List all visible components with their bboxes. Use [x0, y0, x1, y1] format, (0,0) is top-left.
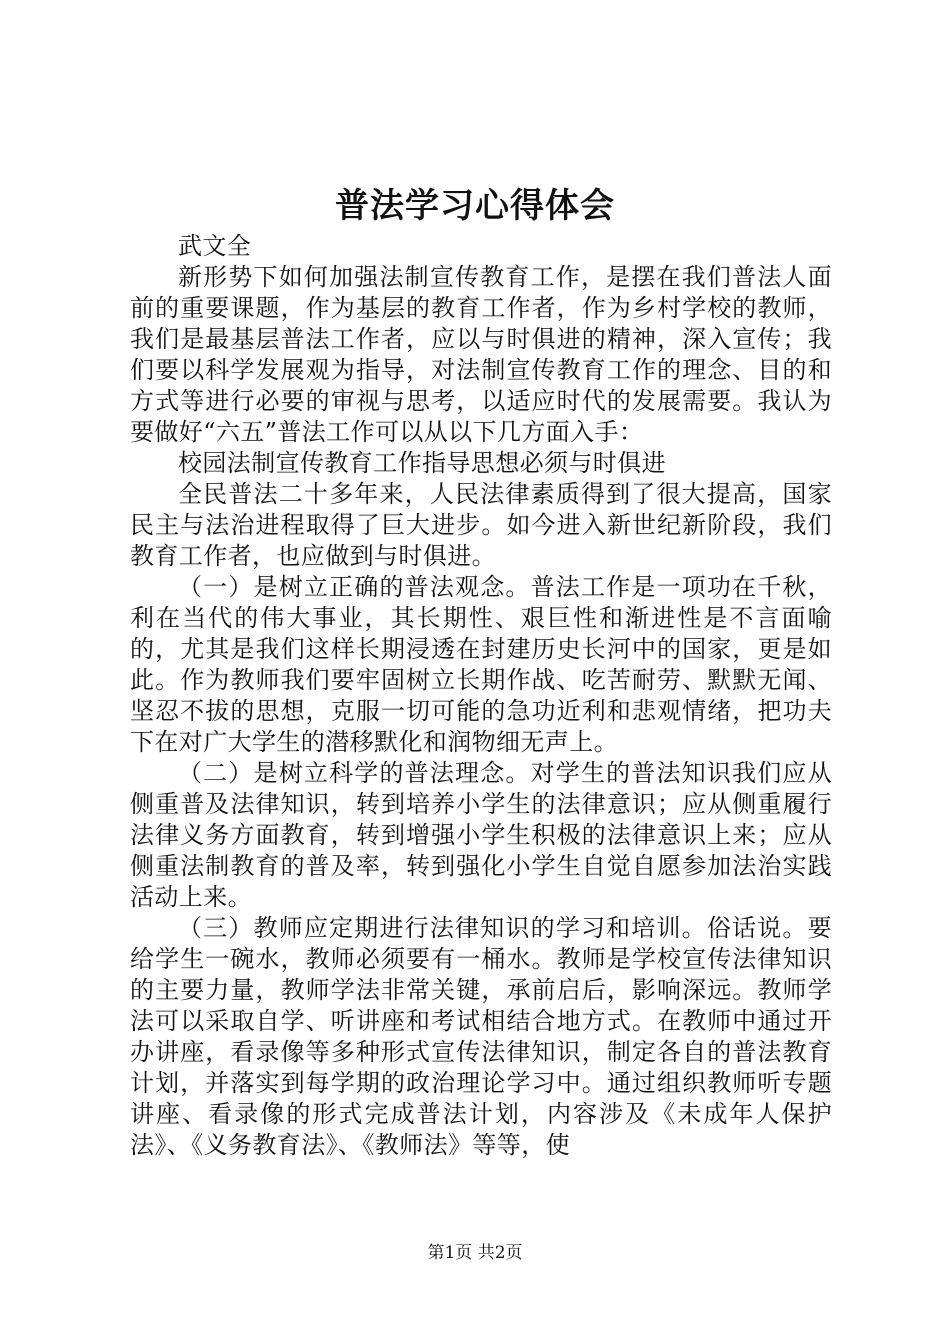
paragraph-2: 全民普法二十多年来，人民法律素质得到了很大提高，国家民主与法治进程取得了巨大进步。如今进入新世纪新阶段，我们教育工作者，也应做到与时俱进。: [130, 480, 832, 570]
document-body: [130, 231, 832, 1161]
page-number-footer: 第1页 共2页: [427, 1243, 523, 1263]
document-title: 普法学习心得体会: [335, 186, 615, 226]
paragraph-heading: 校园法制宣传教育工作指导思想必须与时俱进: [178, 449, 666, 477]
paragraph-3: （一）是树立正确的普法观念。普法工作是一项功在千秋，利在当代的伟大事业，其长期性、艰巨性和渐进性是不言面喻的，尤其是我们这样长期浸透在封建历史长河中的国家，更是如此。作为教师我们要牢固树立长期作战、吃苦耐劳、默默无闻、坚忍不拔的思想，克服一切可能的急功近利和悲观情绪，把功夫下在对广大学生的潜移默化和润物细无声上。: [130, 573, 832, 756]
paragraph-4: （二）是树立科学的普法理念。对学生的普法知识我们应从侧重普及法律知识，转到培养小学生的法律意识；应从侧重履行法律义务方面教育，转到增强小学生积极的法律意识上来；应从侧重法制教育的普及率，转到强化小学生自觉自愿参加法治实践活动上来。: [130, 759, 832, 911]
paragraph-intro: 新形势下如何加强法制宣传教育工作，是摆在我们普法人面前的重要课题，作为基层的教育工作者，作为乡村学校的教师，我们是最基层普法工作者，应以与时俱进的精神，深入宣传；我们要以科学发展观为指导，对法制宣传教育工作的理念、目的和方式等进行必要的审视与思考，以适应时代的发展需要。我认为要做好“六五”普法工作可以从以下几方面入手：: [130, 263, 832, 446]
author-line: 武文全: [178, 232, 252, 260]
paragraph-5: （三）教师应定期进行法律知识的学习和培训。俗话说。要给学生一碗水，教师必须要有一桶水。教师是学校宣传法律知识的主要力量，教师学法非常关键，承前启后，影响深远。教师学法可以采取自学、听讲座和考试相结合地方式。在教师中通过开办讲座，看录像等多种形式宣传法律知识，制定各自的普法教育计划，并落实到每学期的政治理论学习中。通过组织教师听专题讲座、看录像的形式完成普法计划，内容涉及《未成年人保护法》、《义务教育法》、《教师法》等等，使: [130, 914, 832, 1159]
